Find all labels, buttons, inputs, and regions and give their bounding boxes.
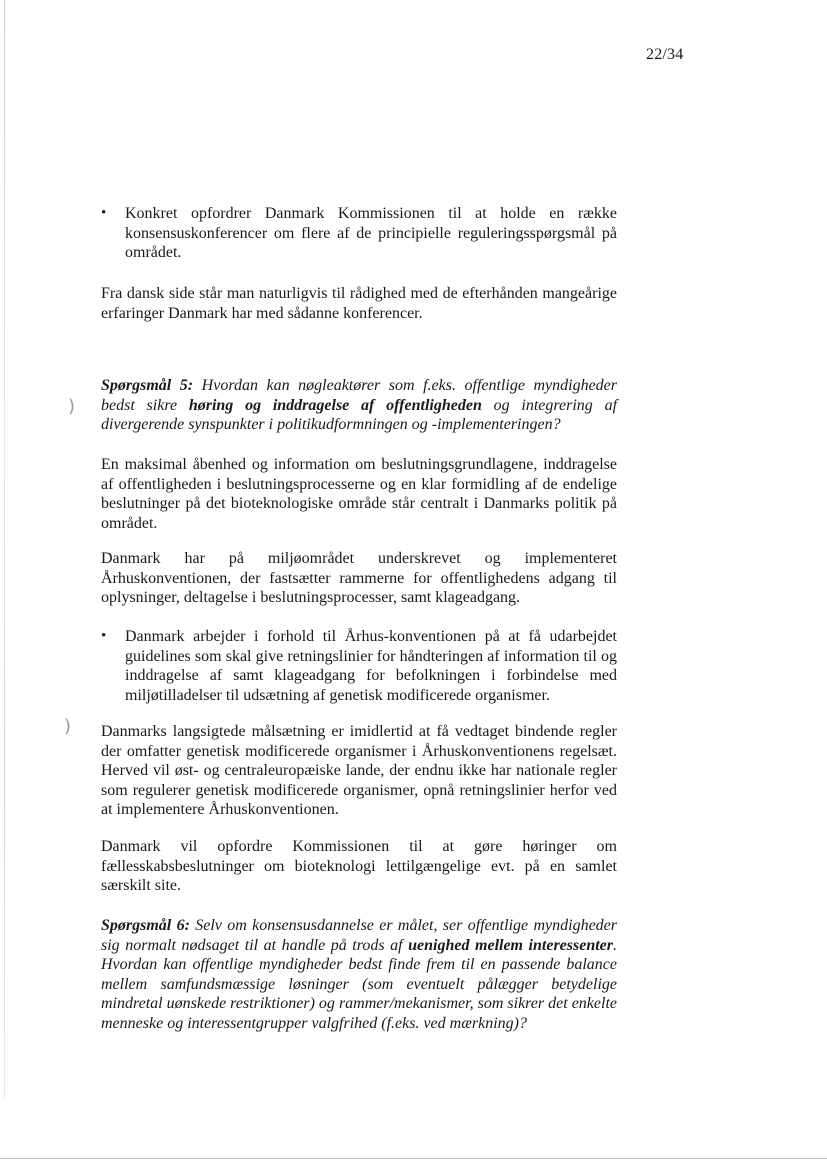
bullet-text: Danmark arbejder i forhold til Århus-konventionen på at få udarbejdet guidelines som skal give retningslinier for håndteringen af information til og inddragelse af samt klageadgang for befolkningen i forbindelse med miljøtilladelser til udsætning af genetisk modificerede organismer.	[125, 628, 617, 704]
bullet-icon: •	[101, 205, 107, 221]
question-text: . Hvordan kan offentlige myndigheder bedst finde frem til en passende balance mellem samfundsmæssige løsninger (som eventuelt pålægger betydelige mindretal uønskede restriktioner) og rammer/mekanismer, som sikrer det enkelte menneske og interessentgrupper valgfrihed (f.eks. ved mærkning)?	[101, 936, 617, 1032]
paragraph: En maksimal åbenhed og information om beslutningsgrundlagene, inddragelse af offentligheden i beslutningsprocesserne og en klar formidling af de endelige beslutninger på det bioteknologiske område står centralt i Danmarks politik på området.	[101, 456, 617, 532]
page-number: 22/34	[646, 46, 684, 63]
paragraph: Fra dansk side står man naturligvis til rådighed med de efterhånden mangeårige erfaringer Danmark har med sådanne konferencer.	[101, 285, 617, 322]
bullet-item	[101, 204, 617, 263]
question-text: og integrering af divergerende synspunkter i politikudformningen og -implementeringen?	[101, 396, 618, 433]
question-5	[101, 376, 617, 435]
scan-artifact-mark: )	[64, 716, 72, 737]
bullet-text: Konkret opfordrer Danmark Kommissionen til at holde en række konsensuskonferencer om flere af de principielle reguleringsspørgsmål på området.	[125, 205, 617, 261]
scan-bottom-line	[0, 1158, 827, 1159]
paragraph: Danmark vil opfordre Kommissionen til at gøre høringer om fællesskabsbeslutninger om bioteknologi lettilgængelige evt. på en samlet særskilt site.	[101, 838, 617, 894]
question-6	[101, 916, 617, 1033]
scan-artifact-mark: )	[68, 396, 76, 417]
question-text: Hvordan kan nøgleaktører som f.eks. offentlige myndigheder bedst sikre	[101, 377, 618, 414]
paragraph: Danmarks langsigtede målsætning er imidlertid at få vedtaget bindende regler der omfatter genetisk modificerede organismer i Århuskonventionens regelsæt. Herved vil øst- og centraleuropæiske lande, der endnu ikke har nationale regler som regulerer genetisk modificerede organismer, opnå retningslinier herfor ved at implementere Århuskonventionen.	[101, 723, 617, 818]
question-emphasis: høring og inddragelse af offentligheden	[188, 396, 482, 414]
question-label: Spørgsmål 6:	[101, 917, 190, 934]
scan-edge-line	[4, 0, 5, 1100]
bullet-item	[101, 627, 617, 705]
paragraph: Danmark har på miljøområdet underskrevet og implementeret Århuskonventionen, der fastsætter rammerne for offentlighedens adgang til oplysninger, deltagelse i beslutningsprocesser, samt klageadgang.	[101, 550, 617, 606]
question-emphasis: uenighed mellem interessenter	[408, 936, 613, 954]
question-text: Selv om konsensusdannelse er målet, ser offentlige myndigheder sig normalt nødsaget til at handle på trods af	[101, 917, 617, 954]
question-label: Spørgsmål 5:	[101, 377, 194, 394]
bullet-icon: •	[101, 628, 107, 644]
